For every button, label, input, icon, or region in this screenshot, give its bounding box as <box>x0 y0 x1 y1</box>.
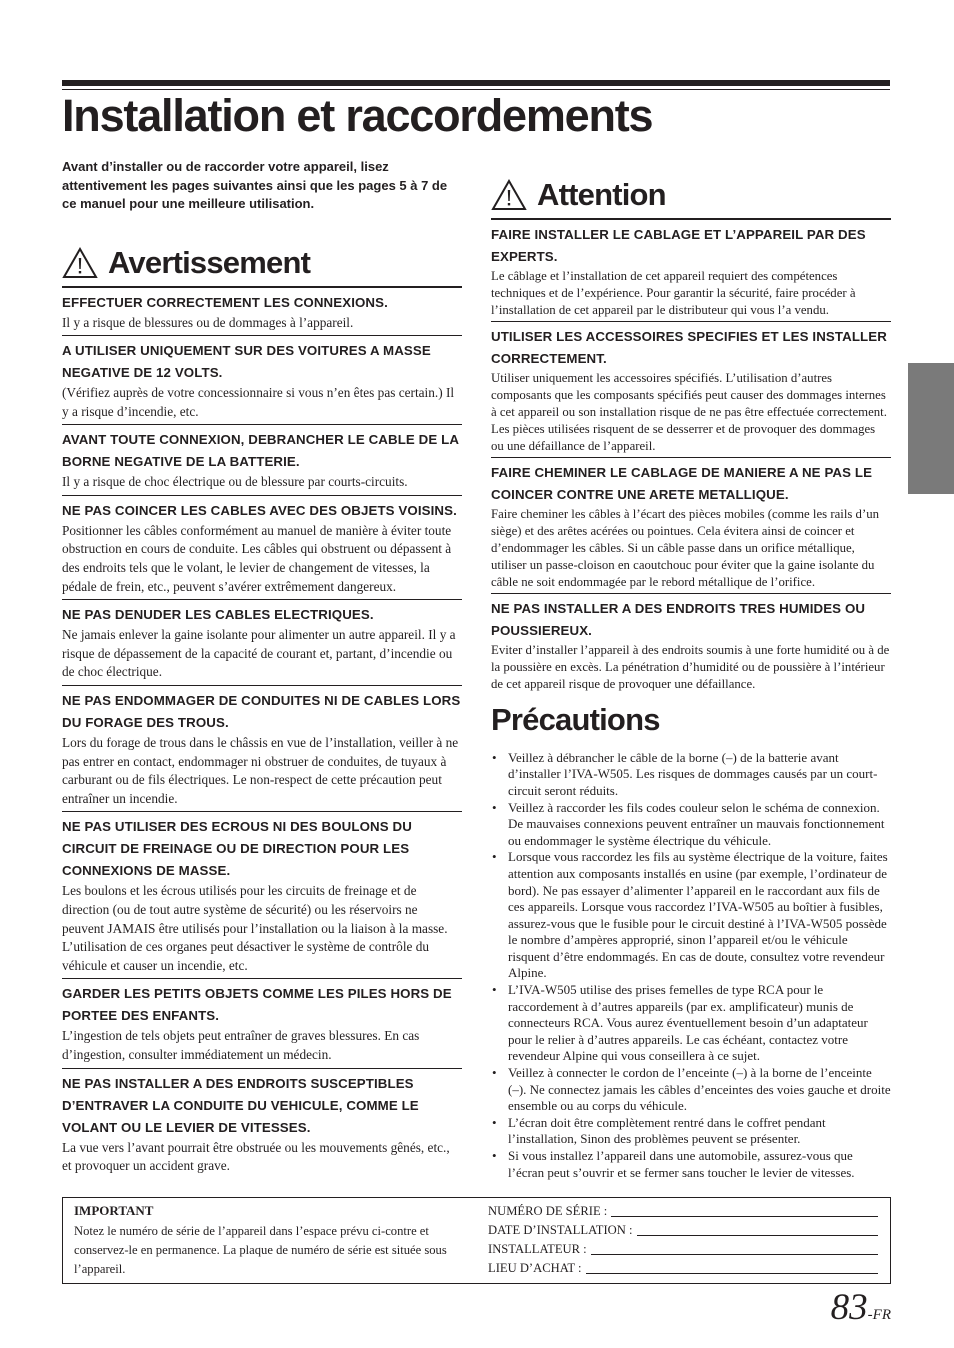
field-blank-line <box>611 1216 878 1217</box>
page-title: Installation et raccordements <box>62 90 653 141</box>
right-column <box>491 176 891 1181</box>
warning-item-title: NE PAS DENUDER LES CABLES ELECTRIQUES. <box>62 607 374 623</box>
warning-triangle-icon <box>62 247 98 279</box>
caution-item <box>491 458 891 594</box>
warning-item-text: Il y a risque de blessures ou de dommages à l’appareil. <box>62 314 354 330</box>
warning-item <box>62 425 462 496</box>
warning-item-text: Lors du forage de trous dans le châssis en vue de l’installation, veiller à ne pas entrer en contact, endommager ni obstruer de conduites, de tuyaux à carburant ou de fils électriques. Le non-respect de cette précaution peut entraîner un incendie. <box>62 735 459 806</box>
precaution-item: • Lorsque vous raccordez les fils au système électrique de la voiture, faites attention aux composants installés en usine (par exemple, l’ordinateur de bord). Ne pas essayer d’alimenter l’appareil en le raccordant aux fils de ces appareils. Lorsque vous raccordez l’IVA-W505 au boîtier à fusibles, assurez-vous que le fusible pour le circuit destiné à l’IVA-W505 possède le nombre d’ampères approprié, sinon l’appareil et/ou le véhicule risquent d’être endommagés. En cas de doute, consultez votre revendeur Alpine. <box>491 849 891 982</box>
avertissement-heading <box>62 244 462 288</box>
caution-item <box>491 322 891 458</box>
avertissement-list <box>62 288 462 1179</box>
caution-item-text: Eviter d’installer l’appareil à des endroits soumis à une forte humidité ou à de la poussière en excès. La pénétration d’humidité ou de poussière à l’intérieur de cet appareil risque de provoquer une défaillance. <box>491 643 890 691</box>
warning-item <box>62 812 462 979</box>
warning-item-text: Les boulons et les écrous utilisés pour les circuits de freinage et de direction (ou de tout autre système de sécurité) ou les réservoirs ne peuvent JAMAIS être utilisés pour l’installation ou la liaison à la masse. L’utilisation de ces organes peut désactiver le système de contrôle du véhicule et causer un incendie, etc. <box>62 883 448 973</box>
warning-item <box>62 288 462 337</box>
warning-item <box>62 600 462 686</box>
caution-item <box>491 594 891 695</box>
warning-item <box>62 979 462 1068</box>
serial-number-field <box>488 1202 878 1221</box>
warning-item-text: Positionner les câbles conformément au manuel de manière à éviter toute obstruction en cours de conduite. Les câbles qui obstruent ou dépassent à des endroits tels que le volant, le levier de changement de vitesses, la pédale de frein, etc., peuvent s’avérer extrêmement dangereux. <box>62 522 452 594</box>
caution-item-title: UTILISER LES ACCESSOIRES SPECIFIES ET LES INSTALLER CORRECTEMENT. <box>491 329 887 367</box>
warning-item <box>62 336 462 425</box>
field-label: NUMÉRO DE SÉRIE : <box>488 1204 608 1218</box>
warning-item-title: AVANT TOUTE CONNEXION, DEBRANCHER LE CABLE DE LA BORNE NEGATIVE DE LA BATTERIE. <box>62 432 459 470</box>
important-text: Notez le numéro de série de l’appareil dans l’espace prévu ci-contre et conservez-le en permanence. La plaque de numéro de série est située sous l’appareil. <box>74 1224 447 1276</box>
attention-list <box>491 220 891 696</box>
precaution-item: • Veillez à raccorder les fils codes couleur selon le schéma de connexion. De mauvaises connexions peuvent entraîner un mauvais fonctionnement ou endommager le système électrique du véhicule. <box>491 800 891 850</box>
precautions-list <box>491 750 891 1181</box>
warning-item <box>62 686 462 812</box>
precautions-heading: Précautions <box>491 701 660 737</box>
serial-record-form <box>488 1202 878 1278</box>
warning-item-title: A UTILISER UNIQUEMENT SUR DES VOITURES A MASSE NEGATIVE DE 12 VOLTS. <box>62 343 431 381</box>
field-blank-line <box>591 1254 878 1255</box>
page-number-suffix: -FR <box>867 1307 891 1323</box>
warning-item-text: Ne jamais enlever la gaine isolante pour alimenter un autre appareil. Il y a risque de dépassement de la capacité de courant et, partant, d’incendie ou de choc électrique. <box>62 627 456 680</box>
caution-item <box>491 220 891 322</box>
warning-item-title: EFFECTUER CORRECTEMENT LES CONNEXIONS. <box>62 294 388 310</box>
intro-text: Avant d’installer ou de raccorder votre appareil, lisez attentivement les pages suivantes ainsi que les pages 5 à 7 de ce manuel pour une meilleure utilisation. <box>62 159 448 211</box>
warning-item-text: Il y a risque de choc électrique ou de blessure par courts-circuits. <box>62 474 408 490</box>
caution-item-text: Utiliser uniquement les accessoires spécifiés. L’utilisation d’autres composants que les composants spécifiés peut causer des dommages internes à cet appareil ou son installation risque de ne pas être effectuée correctement. Les pièces utilisées risquent de se desserrer et de provoquer des dommages ou une défaillance de l’appareil. <box>491 371 887 453</box>
side-tab <box>908 363 954 494</box>
warning-item <box>62 496 462 600</box>
caution-item-title: FAIRE CHEMINER LE CABLAGE DE MANIERE A NE PAS LE COINCER CONTRE UNE ARETE METALLIQUE. <box>491 465 873 503</box>
field-blank-line <box>637 1235 879 1236</box>
attention-heading <box>491 176 891 220</box>
avertissement-title: Avertissement <box>108 244 311 280</box>
left-column <box>62 158 462 1179</box>
important-title: IMPORTANT <box>74 1203 154 1218</box>
precaution-item: • Veillez à connecter le cordon de l’enceinte (–) à la borne de l’enceinte (–). Ne connectez jamais les câbles d’enceintes des voies gauche et droite ensemble ou au corps du véhicule. <box>491 1065 891 1115</box>
warning-item-title: NE PAS INSTALLER A DES ENDROITS SUSCEPTIBLES D’ENTRAVER LA CONDUITE DU VEHICULE, COMME LE VOLANT OU LE LEVIER DE VITESSES. <box>62 1075 419 1135</box>
important-notice <box>74 1202 469 1279</box>
important-box <box>62 1197 891 1284</box>
warning-item-text: La vue vers l’avant pourrait être obstruée ou les mouvements gênés, etc., et provoquer un accident grave. <box>62 1139 450 1174</box>
caution-item-text: Le câblage et l’installation de cet appareil requiert des compétences techniques et de l’expérience. Pour garantir la sécurité, faire procéder à l’installation de cet appareil par le distributeur qui vous l’a vendu. <box>491 269 856 317</box>
field-label: LIEU D’ACHAT : <box>488 1261 582 1275</box>
precaution-item: • Si vous installez l’appareil dans une automobile, assurez-vous que l’écran peut s’ouvrir et se fermer sans toucher le levier de vitesses. <box>491 1148 891 1181</box>
warning-item-title: GARDER LES PETITS OBJETS COMME LES PILES HORS DE PORTEE DES ENFANTS. <box>62 986 452 1024</box>
warning-item <box>62 1069 462 1179</box>
precaution-item: • L’écran doit être complètement rentré dans le coffret pendant l’installation, Sinon des problèmes peuvent se présenter. <box>491 1115 891 1148</box>
purchase-place-field <box>488 1259 878 1278</box>
warning-item-title: NE PAS ENDOMMAGER DE CONDUITES NI DE CABLES LORS DU FORAGE DES TROUS. <box>62 693 461 731</box>
install-date-field <box>488 1221 878 1240</box>
warning-item-title: NE PAS UTILISER DES ECROUS NI DES BOULONS DU CIRCUIT DE FREINAGE OU DE DIRECTION POUR LES CONNEXIONS DE MASSE. <box>62 819 412 879</box>
warning-triangle-icon <box>491 179 527 211</box>
caution-item-title: NE PAS INSTALLER A DES ENDROITS TRES HUMIDES OU POUSSIEREUX. <box>491 601 866 639</box>
field-blank-line <box>586 1273 878 1274</box>
attention-title: Attention <box>537 177 666 212</box>
caution-item-title: FAIRE INSTALLER LE CABLAGE ET L’APPAREIL PAR DES EXPERTS. <box>491 227 866 264</box>
warning-item-title: NE PAS COINCER LES CABLES AVEC DES OBJETS VOISINS. <box>62 502 457 518</box>
field-label: INSTALLATEUR : <box>488 1242 587 1256</box>
installer-field <box>488 1240 878 1259</box>
warning-item-text: (Vérifiez auprès de votre concessionnaire si vous n’en êtes pas certain.) Il y a risque d’incendie, etc. <box>62 385 455 419</box>
precaution-item: • L’IVA-W505 utilise des prises femelles de type RCA pour le raccordement à d’autres appareils (par ex. amplificateur) munis de connecteurs RCA. Vous aurez éventuellement besoin d’un adaptateur pour le relier à d’autres appareils. Le cas échéant, contactez votre revendeur Alpine qui vous conseillera à ce sujet. <box>491 982 891 1065</box>
page-number-value: 83 <box>830 1287 868 1328</box>
warning-item-text: L’ingestion de tels objets peut entraîner de graves blessures. En cas d’ingestion, consulter immédiatement un médecin. <box>62 1028 420 1062</box>
caution-item-text: Faire cheminer les câbles à l’écart des pièces mobiles (comme les rails d’un siège) et des arêtes acérées ou pointues. Cela évitera ainsi de coincer et d’endommager les câbles. Si un câble passe dans un orifice métallique, utiliser un passe-cloison en caoutchouc pour éviter que la gaine isolante du câble ne soit endommagée par le rebord métallique de l’orifice. <box>491 507 880 589</box>
field-label: DATE D’INSTALLATION : <box>488 1223 633 1237</box>
page-number <box>831 1285 891 1338</box>
precaution-item: • Veillez à débrancher le câble de la borne (–) de la batterie avant d’installer l’IVA-W505. Les risques de dommages causés par un court-circuit seront réduits. <box>491 750 891 800</box>
top-rule <box>62 80 890 86</box>
